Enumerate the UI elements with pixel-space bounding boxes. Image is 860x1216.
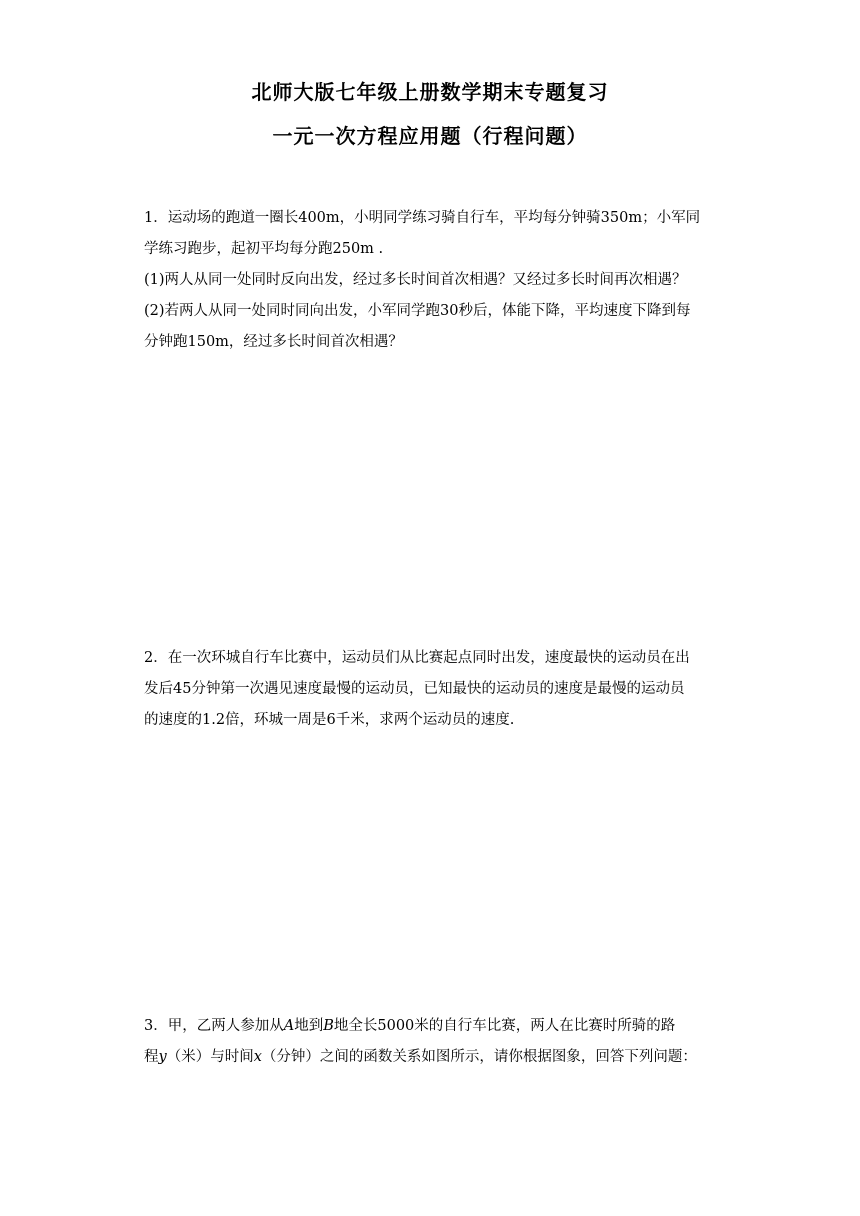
- variable-y: y: [158, 1049, 167, 1065]
- variable-x: x: [253, 1049, 262, 1065]
- question-1-line-2: 学练习跑步，起初平均每分跑250m .: [144, 241, 384, 257]
- question-3-text: 地到: [294, 1018, 324, 1034]
- question-1: [144, 203, 720, 358]
- question-2-line-3: 的速度的1.2倍，环城一周是6千米，求两个运动员的速度.: [144, 712, 515, 728]
- variable-a: A: [283, 1018, 295, 1034]
- question-1-part-2-line-2: 分钟跑150m，经过多长时间首次相遇？: [144, 334, 403, 350]
- question-3-text: 地全长5000米的自行车比赛，两人在比赛时所骑的路: [333, 1018, 676, 1034]
- question-3-text: 3．甲，乙两人参加从: [144, 1018, 284, 1034]
- question-2: [144, 643, 720, 736]
- question-1-part-2-line-1: (2)若两人从同一处同时同向出发，小军同学跑30秒后，体能下降，平均速度下降到每: [144, 303, 691, 319]
- page-subtitle: 一元一次方程应用题（行程问题）: [272, 124, 588, 148]
- question-2-line-2: 发后45分钟第一次遇见速度最慢的运动员，已知最快的运动员的速度是最慢的运动员: [144, 681, 685, 697]
- question-3-text: （分钟）之间的函数关系如图所示，请你根据图象，回答下列问题：: [261, 1049, 697, 1065]
- question-2-line-1: 2．在一次环城自行车比赛中，运动员们从比赛起点同时出发，速度最快的运动员在出: [144, 650, 690, 666]
- question-1-line-1: 1．运动场的跑道一圈长400m，小明同学练习骑自行车，平均每分钟骑350m；小军同: [144, 210, 701, 226]
- page-title: 北师大版七年级上册数学期末专题复习: [251, 80, 609, 104]
- question-3-text: 程: [144, 1049, 159, 1065]
- question-3-text: （米）与时间: [166, 1049, 254, 1065]
- variable-b: B: [323, 1018, 334, 1034]
- question-1-part-1: (1)两人从同一处同时反向出发，经过多长时间首次相遇？又经过多长时间再次相遇？: [144, 272, 687, 288]
- question-3: [144, 1011, 720, 1073]
- question-3-line-2: [144, 1042, 720, 1073]
- question-3-line-1: [144, 1011, 720, 1042]
